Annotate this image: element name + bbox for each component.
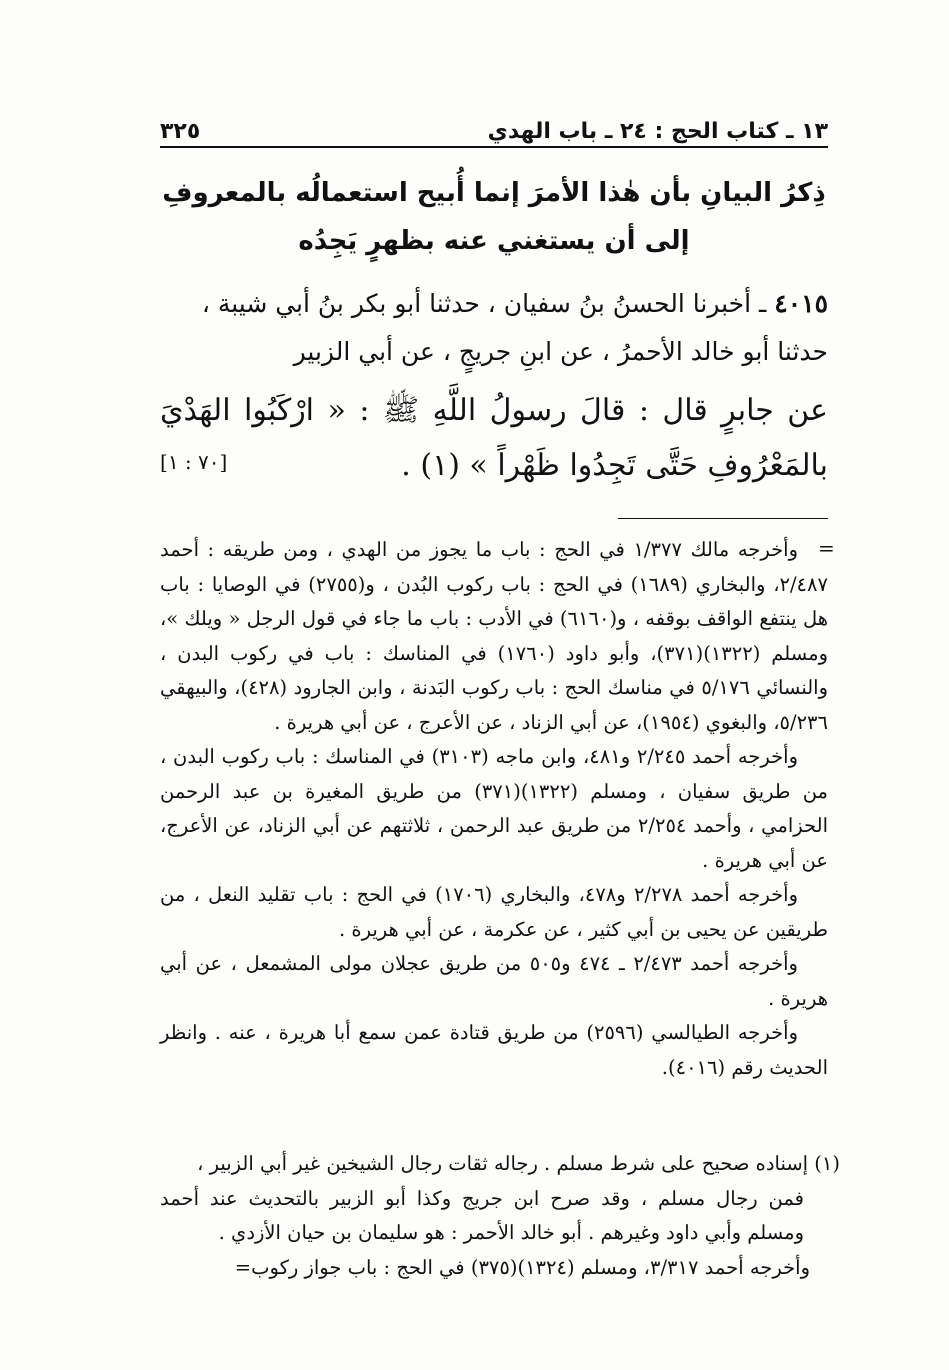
hadith-matn-line1: عن جابرٍ قال : قالَ رسولُ اللَّهِ ﷺ : « ارْكَبُوا الهَدْيَ (160, 393, 828, 428)
header-rule (160, 146, 828, 148)
hadith-isnad-line2: حدثنا أبو خالد الأحمرُ ، عن ابنِ جريجٍ ، عن أبي الزبير (293, 337, 828, 366)
footnote-paragraph-2: وأخرجه أحمد ٢/٢٤٥ و٤٨١، وابن ماجه (٣١٠٣) في المناسك : باب ركوب البدن ، من طريق سفيان ، ومسلم (١٣٢٢)(٣٧١) من طريق المغيرة بن عبد الرحمن الحزامي ، وأحمد ٢/٢٥٤ من طريق عبد الرحمن ، ثلاثتهم عن أبي الزناد، عن الأعرج، عن أبي هريرة . (160, 745, 828, 872)
isnad-line1-text: ـ أخبرنا الحسنُ بنُ سفيان ، حدثنا أبو بكر بنُ أبي شيبة ، (201, 289, 775, 318)
running-title: ١٣ ـ كتاب الحج : ٢٤ ـ باب الهدي (487, 119, 828, 144)
continuation-mark: = (818, 536, 835, 560)
footnote-1 (160, 1147, 840, 1285)
hadith-reference: [٧٠ : ١] (160, 450, 228, 474)
footnote-paragraph-4: وأخرجه أحمد ٢/٤٧٣ ـ ٤٧٤ و٥٠٥ من طريق عجلان مولى المشمعل ، عن أبي هريرة . (160, 952, 828, 1010)
hadith-number: ٤٠١٥ (774, 289, 828, 318)
hadith-isnad-line1 (160, 280, 828, 328)
footnote-paragraph-3: وأخرجه أحمد ٢/٢٧٨ و٤٧٨، والبخاري (١٧٠٦) في الحج : باب تقليد النعل ، من طريقين عن يحيى بن أبي كثير ، عن عكرمة ، عن أبي هريرة . (160, 883, 828, 941)
matn-line2-text: بالمَعْرُوفِ حَتَّى تَجِدُوا ظَهْراً » (١) . (401, 448, 828, 483)
footnote-1-rest: فمن رجال مسلم ، وقد صرح ابن جريج وكذا أبو الزبير بالتحديث عند أحمد ومسلم وأبي داود وغيرهم . أبو خالد الأحمر : هو سليمان بن حيان الأزدي . (160, 1186, 804, 1244)
footnote-last-line (160, 1251, 840, 1286)
footnote-1-line1: (١) إسناده صحيح على شرط مسلم . رجاله ثقات رجال الشيخين غير أبي الزبير ، (197, 1152, 840, 1175)
footnote-paragraph-1: وأخرجه مالك ١/٣٧٧ في الحج : باب ما يجوز من الهدي ، ومن طريقه : أحمد ٢/٤٨٧، والبخاري (١٦٨٩) في الحج : باب ركوب البُدن ، و(٢٧٥٥) في الوصايا : باب هل ينتفع الواقف بوقفه ، و(٦١٦٠) في الأدب : باب ما جاء في قول الرجل « ويلك »، ومسلم (١٣٢٢)(٣٧١)، وأبو داود (١٧٦٠) في المناسك : باب في ركوب البدن ، والنسائي ٥/١٧٦ في مناسك الحج : باب ركوب البَدنة ، وابن الجارود (٤٢٨)، والبيهقي ٥/٢٣٦، والبغوي (١٩٥٤)، عن أبي الزناد ، عن الأعرج ، عن أبي هريرة . (160, 538, 828, 734)
page-number: ٣٢٥ (160, 119, 201, 144)
footnote-paragraph-5: وأخرجه الطيالسي (٢٥٩٦) من طريق قتادة عمن سمع أبا هريرة ، عنه . وانظر الحديث رقم (٤٠١٦). (160, 1021, 828, 1079)
continuation-mark-end: = (234, 1255, 252, 1279)
section-title-line2: إلى أن يستغني عنه بظهرٍ يَجِدُه (298, 226, 690, 256)
footnote-rule (618, 518, 828, 519)
last-line-text: وأخرجه أحمد ٣/٣١٧، ومسلم (١٣٢٤)(٣٧٥) في الحج : باب جواز ركوب (251, 1255, 810, 1279)
footnote-block (160, 533, 828, 1085)
hadith-matn-line2 (160, 438, 828, 494)
section-title-line1: ذِكرُ البيانِ بأن هٰذا الأمرَ إنما أُبيح استعمالُه بالمعروفِ (162, 178, 826, 208)
running-header (160, 108, 828, 144)
